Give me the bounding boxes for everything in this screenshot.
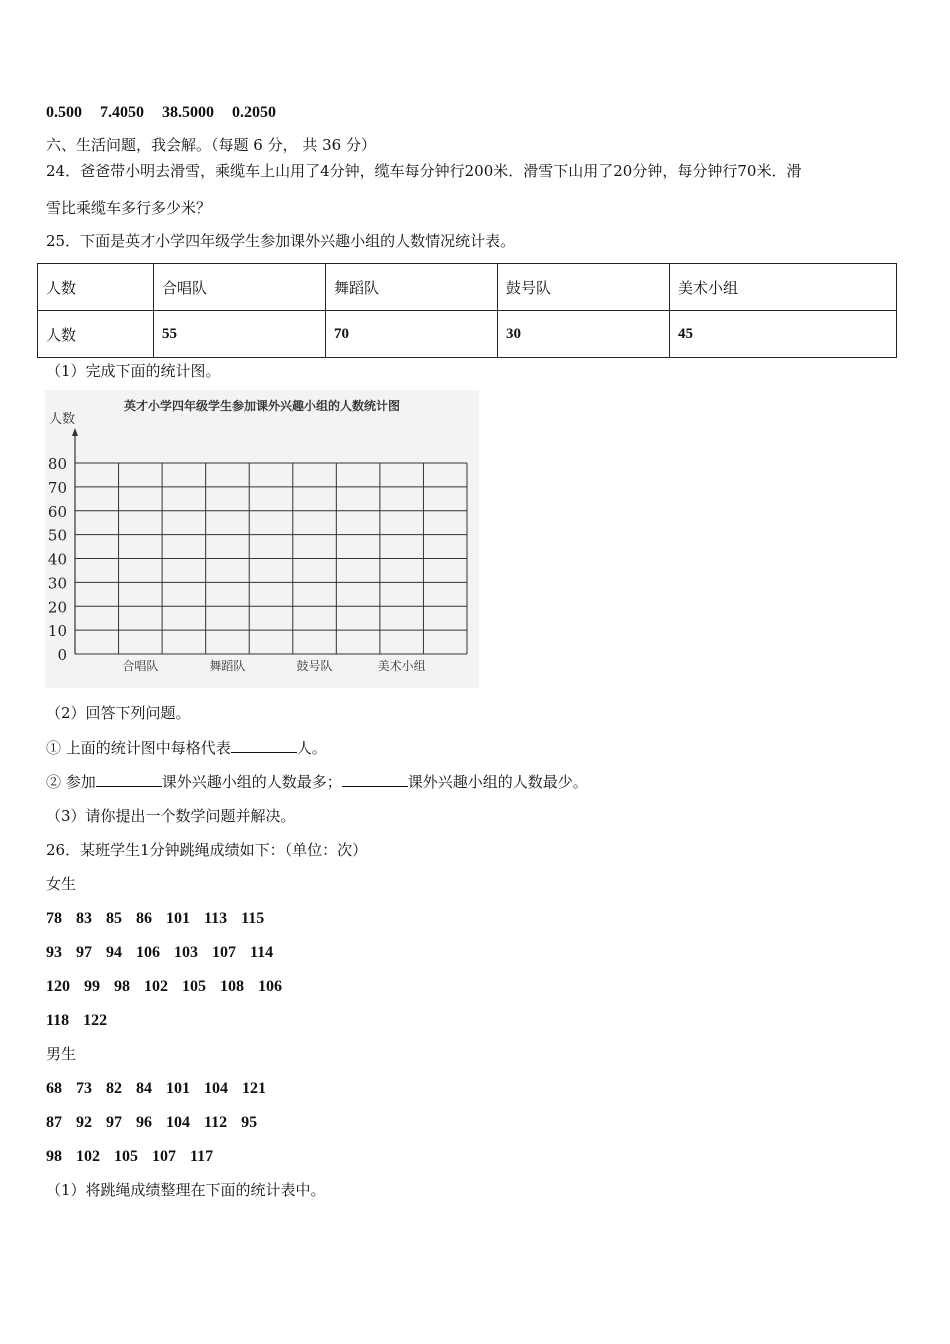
blank-bar-chart: [45, 390, 479, 688]
q25-question-a: [46, 738, 327, 758]
boys-label: 男生: [46, 1045, 77, 1063]
score-value: 97: [106, 1114, 122, 1131]
score-value: 92: [76, 1114, 92, 1131]
x-category-label: 鼓号队: [296, 659, 333, 673]
answer-value: 7.4050: [100, 104, 144, 121]
q25-intro: 25．下面是英才小学四年级学生参加课外兴趣小组的人数情况统计表。: [46, 232, 516, 250]
girls-scores-row: [46, 908, 278, 929]
q25-part3: （3）请你提出一个数学问题并解决。: [46, 807, 296, 825]
y-tick-label: 60: [47, 502, 67, 521]
y-tick-label: 30: [47, 574, 67, 593]
answer-value: 0.2050: [232, 104, 276, 121]
boys-scores-row: [46, 1146, 227, 1167]
score-value: 121: [242, 1080, 266, 1097]
score-value: 104: [204, 1080, 228, 1097]
score-value: 105: [182, 978, 206, 995]
score-value: 104: [166, 1114, 190, 1131]
score-value: 87: [46, 1114, 62, 1131]
x-category-label: 合唱队: [122, 659, 159, 673]
table-cell: 55: [154, 311, 326, 358]
score-value: 103: [174, 944, 198, 961]
answer-blank[interactable]: [96, 772, 162, 787]
table-cell: 舞蹈队: [326, 264, 498, 311]
score-value: 117: [190, 1148, 214, 1165]
girls-scores-row: [46, 976, 296, 997]
q24-text-cont: 雪比乘缆车多行多少米？: [46, 199, 212, 217]
x-category-label: 美术小组: [377, 659, 426, 673]
question-text: 人。: [296, 739, 327, 757]
score-value: 102: [76, 1148, 100, 1165]
score-value: 83: [76, 910, 92, 927]
x-category-label: 舞蹈队: [209, 659, 246, 673]
score-value: 98: [114, 978, 130, 995]
score-value: 106: [136, 944, 160, 961]
table-row: [38, 264, 897, 311]
y-tick-label: 20: [47, 598, 67, 617]
score-value: 93: [46, 944, 62, 961]
girls-label: 女生: [46, 875, 77, 893]
boys-scores-row: [46, 1112, 271, 1133]
score-value: 101: [166, 910, 190, 927]
q25-part1: （1）完成下面的统计图。: [46, 362, 221, 380]
answer-blank[interactable]: [342, 772, 408, 787]
y-tick-label: 10: [47, 622, 67, 641]
score-value: 99: [84, 978, 100, 995]
table-cell: 人数: [38, 311, 154, 358]
score-value: 113: [204, 910, 228, 927]
section-heading: 六、生活问题，我会解。（每题 6 分， 共 36 分）: [46, 136, 376, 154]
score-value: 114: [250, 944, 274, 961]
question-text: ① 上面的统计图中每格代表: [46, 739, 231, 757]
score-value: 96: [136, 1114, 152, 1131]
score-value: 85: [106, 910, 122, 927]
score-value: 105: [114, 1148, 138, 1165]
score-value: 73: [76, 1080, 92, 1097]
score-value: 107: [212, 944, 236, 961]
answer-value: 38.5000: [162, 104, 214, 121]
table-cell: 鼓号队: [498, 264, 670, 311]
girls-scores-row: [46, 1010, 121, 1031]
y-tick-label: 50: [47, 526, 67, 545]
score-value: 86: [136, 910, 152, 927]
score-value: 106: [258, 978, 282, 995]
score-value: 68: [46, 1080, 62, 1097]
score-value: 120: [46, 978, 70, 995]
score-value: 101: [166, 1080, 190, 1097]
score-value: 107: [152, 1148, 176, 1165]
y-axis-arrow-icon: [72, 428, 78, 436]
y-tick-label: 70: [47, 478, 67, 497]
score-value: 98: [46, 1148, 62, 1165]
y-axis-label: 人数: [49, 412, 76, 427]
score-value: 115: [241, 910, 265, 927]
q24-text: 24．爸爸带小明去滑雪，乘缆车上山用了4分钟，缆车每分钟行200米．滑雪下山用了20分钟，每分钟行70米．滑: [46, 162, 802, 180]
answer-value: 0.500: [46, 104, 82, 121]
question-text: 课外兴趣小组的人数最多；: [161, 773, 342, 791]
score-value: 84: [136, 1080, 152, 1097]
score-value: 82: [106, 1080, 122, 1097]
y-tick-label: 40: [47, 550, 67, 569]
score-value: 108: [220, 978, 244, 995]
y-tick-label: 0: [57, 646, 67, 664]
table-cell: 美术小组: [670, 264, 897, 311]
table-cell: 合唱队: [154, 264, 326, 311]
table-row: [38, 311, 897, 358]
score-value: 94: [106, 944, 122, 961]
girls-scores-row: [46, 942, 287, 963]
score-value: 112: [204, 1114, 228, 1131]
q26-intro: 26．某班学生1分钟跳绳成绩如下：（单位：次）: [46, 841, 368, 859]
answers-line: [46, 102, 294, 123]
score-value: 97: [76, 944, 92, 961]
score-value: 122: [83, 1012, 108, 1029]
answer-blank[interactable]: [231, 738, 297, 753]
q26-part1: （1）将跳绳成绩整理在下面的统计表中。: [46, 1181, 326, 1199]
score-value: 78: [46, 910, 62, 927]
table-cell: 70: [326, 311, 498, 358]
score-value: 102: [144, 978, 168, 995]
chart-svg: [45, 390, 479, 688]
table-cell: 人数: [38, 264, 154, 311]
q25-part2: （2）回答下列问题。: [46, 704, 191, 722]
q25-question-b: [46, 772, 588, 792]
table-cell: 45: [670, 311, 897, 358]
question-text: ② 参加: [46, 773, 96, 791]
y-tick-label: 80: [47, 455, 67, 473]
score-value: 118: [46, 1012, 70, 1029]
chart-title: 英才小学四年级学生参加课外兴趣小组的人数统计图: [123, 399, 401, 413]
score-value: 95: [241, 1114, 258, 1131]
table-cell: 30: [498, 311, 670, 358]
question-text: 课外兴趣小组的人数最少。: [407, 773, 588, 791]
boys-scores-row: [46, 1078, 280, 1099]
stats-table: [37, 263, 897, 358]
